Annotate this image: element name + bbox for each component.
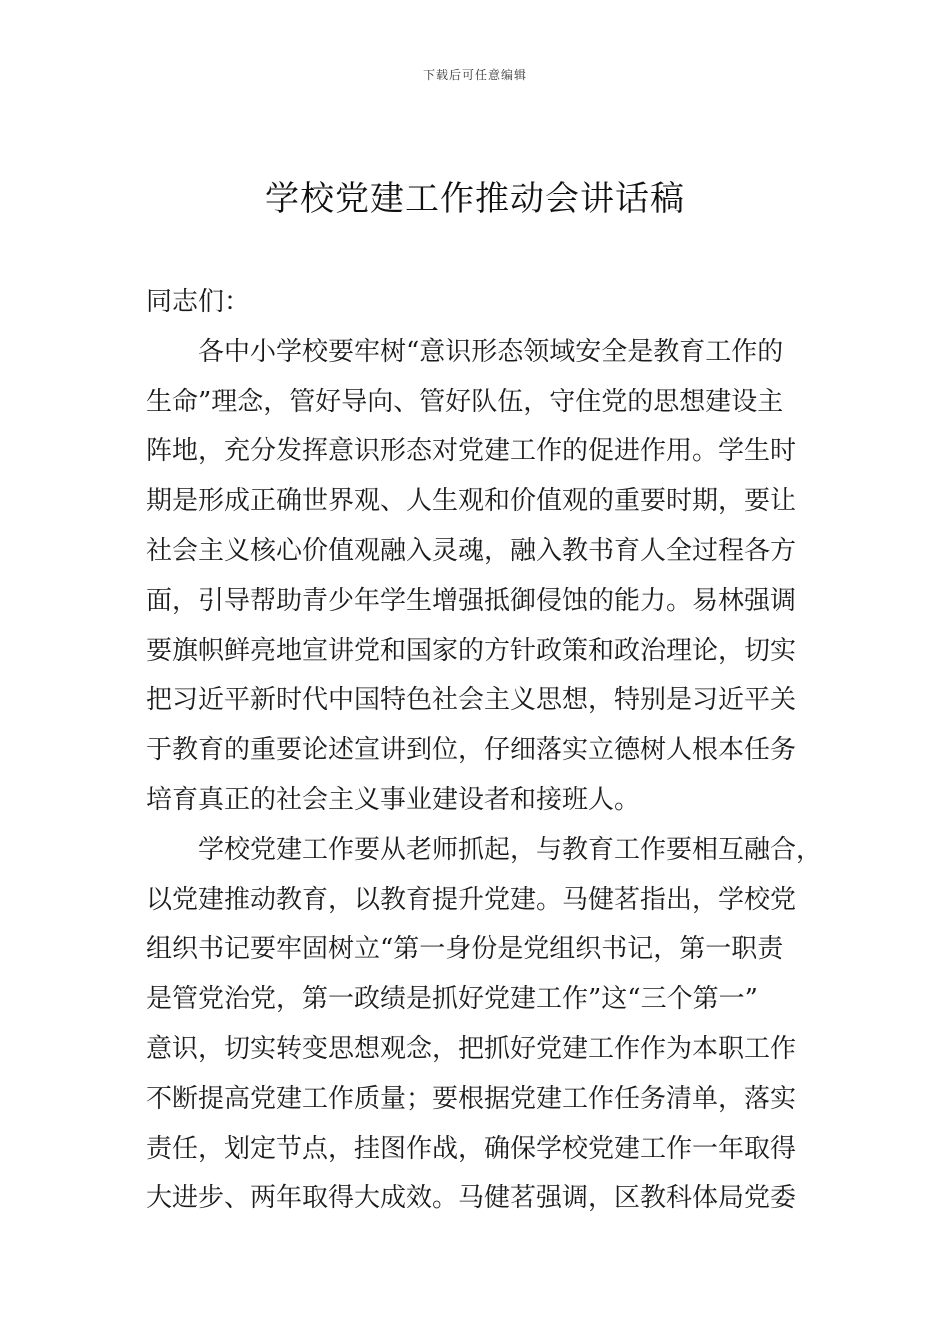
paragraph-line: 社会主义核心价值观融入灵魂，融入教书育人全过程各方 <box>146 535 797 566</box>
paragraph-line: 阵地，充分发挥意识形态对党建工作的促进作用。学生时 <box>146 436 797 467</box>
paragraph-line: 把习近平新时代中国特色社会主义思想，特别是习近平关 <box>146 685 797 716</box>
paragraph-line: 大进步、两年取得大成效。马健茗强调，区教科体局党委 <box>146 1183 797 1214</box>
header-note: 下载后可任意编辑 <box>422 68 527 82</box>
paragraph-line: 要旗帜鲜亮地宣讲党和国家的方针政策和政治理论，切实 <box>146 635 797 666</box>
paragraph-line: 培育真正的社会主义事业建设者和接班人。 <box>146 784 641 815</box>
paragraph-1 <box>146 328 836 826</box>
paragraph-line: 不断提高党建工作质量；要根据党建工作任务清单，落实 <box>146 1083 797 1114</box>
paragraph-line: 期是形成正确世界观、人生观和价值观的重要时期，要让 <box>146 486 797 517</box>
paragraph-line: 组织书记要牢固树立“第一身份是党组织书记，第一职责 <box>146 934 784 965</box>
paragraph-line: 学校党建工作要从老师抓起，与教育工作要相互融合， <box>198 834 823 865</box>
paragraph-2 <box>146 826 836 1224</box>
paragraph-line: 生命”理念，管好导向、管好队伍，守住党的思想建设主 <box>146 386 784 417</box>
paragraph-line: 于教育的重要论述宣讲到位，仔细落实立德树人根本任务 <box>146 735 797 766</box>
greeting: 同志们： <box>146 287 251 317</box>
paragraph-line: 意识，切实转变思想观念，把抓好党建工作作为本职工作 <box>146 1033 797 1064</box>
paragraph-line: 是管党治党，第一政绩是抓好党建工作”这“三个第一” <box>146 984 758 1015</box>
paragraph-line: 各中小学校要牢树“意识形态领域安全是教育工作的 <box>198 336 784 367</box>
paragraph-line: 面，引导帮助青少年学生增强抵御侵蚀的能力。易林强调 <box>146 585 797 616</box>
paragraph-line: 以党建推动教育，以教育提升党建。马健茗指出，学校党 <box>146 884 797 915</box>
paragraph-line: 责任，划定节点，挂图作战，确保学校党建工作一年取得 <box>146 1133 797 1164</box>
document-body <box>146 278 836 1224</box>
document-title: 学校党建工作推动会讲话稿 <box>265 179 685 219</box>
